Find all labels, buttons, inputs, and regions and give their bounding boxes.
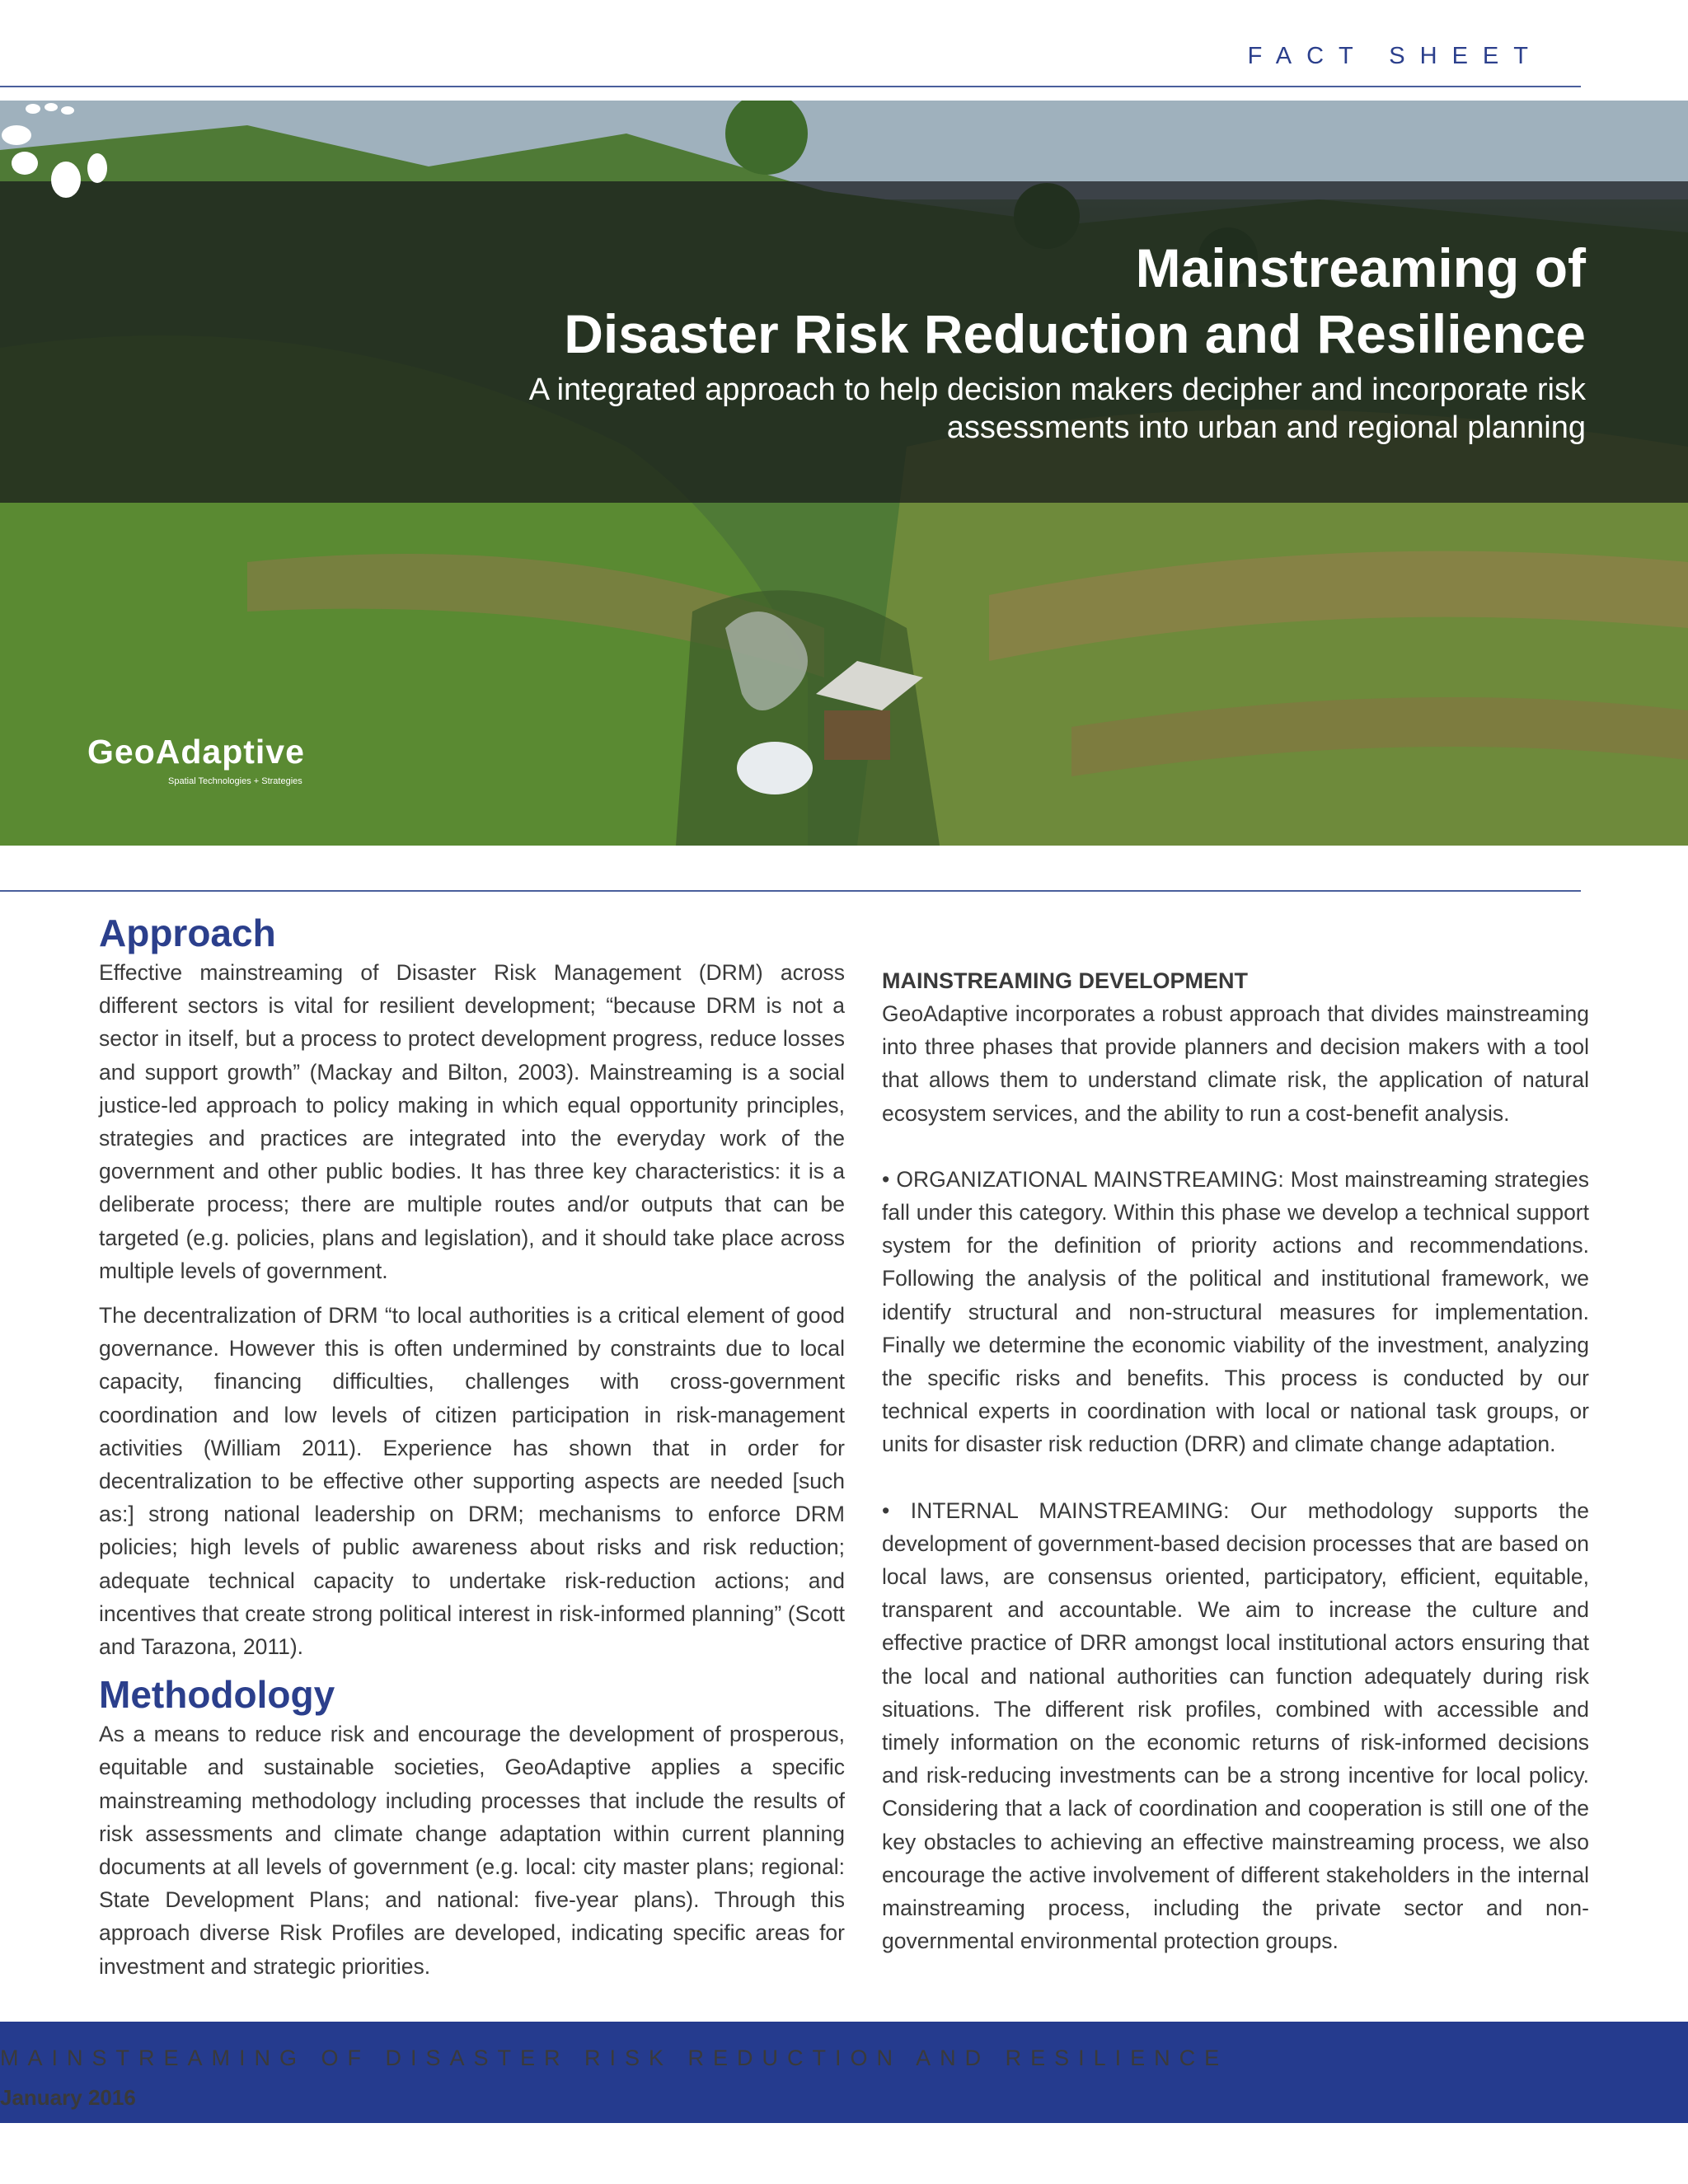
hero-banner [0, 101, 1688, 846]
footer-bar [0, 2022, 1688, 2123]
footer-date: January 2016 [0, 2085, 136, 2110]
page-subtitle: A integrated approach to help decision makers decipher and incorporate risk assessments into urban and regional planning [528, 373, 1586, 445]
footer-title: MAINSTREAMING OF DISASTER RISK REDUCTION AND RESILIENCE [0, 2046, 1229, 2070]
page-title-line1: Mainstreaming of [1135, 237, 1586, 298]
logo-wordmark: GeoAdaptive [87, 733, 305, 771]
mainstreaming-development-heading: MAINSTREAMING DEVELOPMENT [882, 968, 1249, 993]
mid-divider [0, 890, 1581, 892]
methodology-heading: Methodology [99, 1673, 335, 1717]
left-column [99, 910, 845, 1983]
geoadaptive-logo-icon [0, 101, 297, 199]
page-title-line2: Disaster Risk Reduction and Resilience [564, 303, 1586, 364]
top-divider [0, 86, 1581, 87]
logo-tagline: Spatial Technologies + Strategies [168, 776, 302, 786]
approach-paragraph-1: Effective mainstreaming of Disaster Risk Management (DRM) across different sectors is vital for resilient development; “because DRM is not a sector in itself, but a process to protect development progress, reduce losses and support growth” (Mackay and Bilton, 2003). Mainstreaming is a social justice-led approach to policy making in which equal opportunity principles, strategies and practices are integrated into the everyday work of the government and other public bodies. It has three key characteristics: it is a deliberate process; there are multiple routes and/or outputs that can be targeted (e.g. policies, plans and legislation), and it should take place across multiple levels of government. [99, 960, 845, 1283]
approach-heading: Approach [99, 912, 276, 954]
organizational-mainstreaming-paragraph: • ORGANIZATIONAL MAINSTREAMING: Most mainstreaming strategies fall under this category. Within this phase we develop a technical support system for the definition of priority actions and recommendations. Following the analysis of the political and institutional framework, we identify structural and non-structural measures for implementation. Finally we determine the economic viability of the investment, analyzing the specific risks and benefits. This process is conducted by our technical experts in coordination with local or national task groups, or units for disaster risk reduction (DRR) and climate change adaptation. [882, 1166, 1589, 1457]
right-column [882, 910, 1589, 1990]
internal-mainstreaming-paragraph: • INTERNAL MAINSTREAMING: Our methodology supports the development of government-based decision processes that are based on local laws, are consensus oriented, participatory, efficient, equitable, transparent and accountable. We aim to increase the culture and effective practice of DRR amongst local institutional actors ensuring that the local and national authorities can function adequately during risk situations. The different risk profiles, combined with accessible and timely information on the economic returns of risk-informed decisions and risk-reducing investments can be a strong incentive for local policy. Considering that a lack of coordination and cooperation is still one of the key obstacles to achieving an effective mainstreaming process, we also encourage the active involvement of different stakeholders in the internal mainstreaming process, including the private sector and non-governmental environmental protection groups. [882, 1497, 1589, 1954]
fact-sheet-label: FACT SHEET [1247, 43, 1543, 69]
approach-paragraph-2: The decentralization of DRM “to local authorities is a critical element of good governance. However this is often undermined by constraints due to local capacity, financing difficulties, challenges with cross-government coordination and low levels of citizen participation in risk-management activities (William 2011). Experience has shown that in order for decentralization to be effective other supporting aspects are needed [such as:] strong national leadership on DRM; mechanisms to enforce DRM policies; high levels of public awareness about risks and risk reduction; adequate technical capacity to undertake risk-reduction actions; and incentives that create strong political interest in risk-informed planning” (Scott and Tarazona, 2011). [99, 1303, 845, 1660]
methodology-paragraph: As a means to reduce risk and encourage the development of prosperous, equitable and sustainable societies, GeoAdaptive applies a specific mainstreaming methodology including processes that include the results of risk assessments and climate change adaptation within current planning documents at all levels of government (e.g. local: city master plans; regional: State Development Plans; and national: five-year plans). Through this approach diverse Risk Profiles are developed, indicating specific areas for investment and strategic priorities. [99, 1722, 845, 1979]
mainstreaming-intro-paragraph: GeoAdaptive incorporates a robust approach that divides mainstreaming into three phases that provide planners and decision makers with a tool that allows them to understand climate risk, the application of natural ecosystem services, and the ability to run a cost-benefit analysis. [882, 1001, 1589, 1126]
